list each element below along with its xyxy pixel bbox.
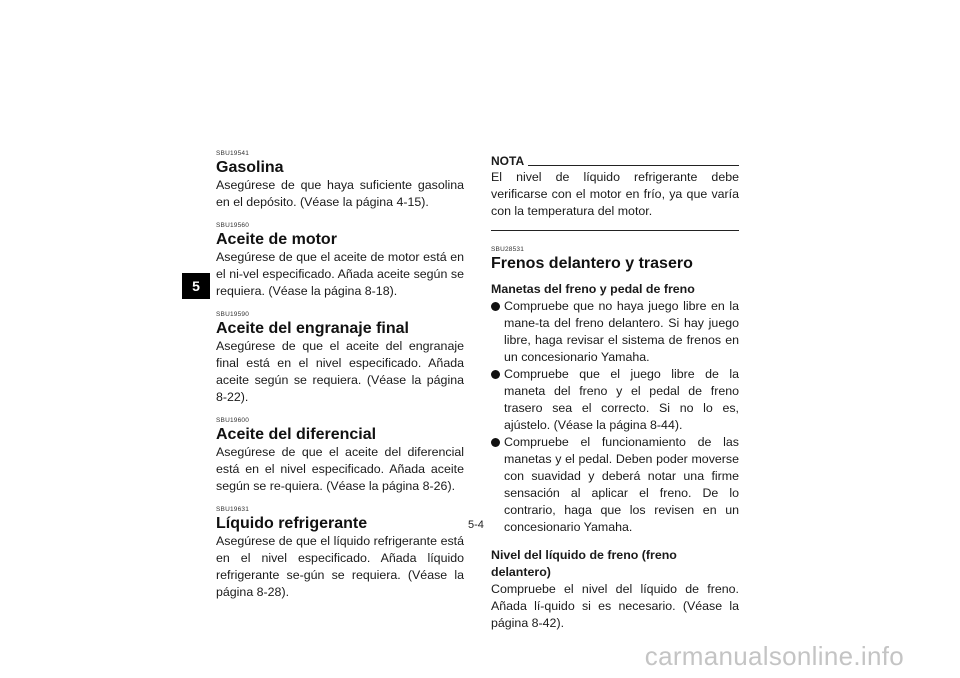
- section-heading: Aceite de motor: [216, 231, 337, 248]
- note-label: NOTA: [491, 154, 525, 168]
- section-heading: Gasolina: [216, 159, 284, 176]
- section-heading: Líquido refrigerante: [216, 515, 368, 532]
- section-body: Asegúrese de que el aceite del diferencial está en el nivel especificado. Añada aceite según se re-quiera. (Véase la página 8-26).: [216, 445, 464, 493]
- watermark: carmanualsonline.info: [644, 641, 904, 671]
- section-body: Asegúrese de que el aceite del engranaje final está en el nivel especificado. Añada aceite según se requiera. (Véase la página 8-22).: [216, 339, 464, 404]
- list-item: Compruebe el funcionamiento de las manetas y el pedal. Deben poder moverse con suavidad y deberá notar una firme sensación al aplicar el freno. De lo contrario, haga que los revisen en un concesionario Yamaha.: [491, 434, 739, 536]
- section-body: Asegúrese de que el líquido refrigerante está en el nivel especificado. Añada líquido refrigerante se-gún se requiera. (Véase la página 8-28).: [216, 534, 464, 599]
- note-rule: [528, 165, 739, 166]
- chapter-tab: 5: [182, 273, 210, 299]
- section-aceite-diferencial: [216, 417, 464, 495]
- section-code: SBU28531: [491, 246, 525, 253]
- section-heading: Aceite del engranaje final: [216, 320, 409, 337]
- list-item: Compruebe que el juego libre de la maneta del freno y el pedal de freno trasero sea el correcto. Si no lo es, ajústelo. (Véase la página 8-44).: [491, 366, 739, 434]
- note-body: El nivel de líquido refrigerante debe verificarse con el motor en frío, ya que varía con la temperatura del motor.: [491, 170, 739, 218]
- section-body: Asegúrese de que haya suficiente gasolina en el depósito. (Véase la página 4-15).: [216, 178, 464, 209]
- page-number: 5-4: [468, 519, 484, 531]
- section-code: SBU19590: [216, 311, 250, 318]
- subheading-manetas: Manetas del freno y pedal de freno: [491, 282, 695, 296]
- subheading-nivel-liquido: Nivel del líquido de freno (freno delantero): [491, 548, 677, 579]
- right-column: [491, 154, 739, 632]
- section-frenos: [491, 246, 739, 632]
- bullet-icon: [491, 370, 500, 379]
- section-code: SBU19560: [216, 222, 250, 229]
- left-column: [216, 150, 464, 612]
- bullet-list: [491, 298, 739, 536]
- section-code: SBU19631: [216, 506, 250, 513]
- section-body: Compruebe el nivel del líquido de freno. Añada lí-quido si es necesario. (Véase la página 8-42).: [491, 582, 739, 630]
- section-body: Asegúrese de que el aceite de motor está en el ni-vel especificado. Añada aceite según se requiera. (Véase la página 8-18).: [216, 250, 464, 298]
- section-liquido-refrigerante: [216, 506, 464, 601]
- section-heading: Aceite del diferencial: [216, 426, 377, 443]
- section-heading: Frenos delantero y trasero: [491, 255, 693, 272]
- bullet-icon: [491, 438, 500, 447]
- note-header: [491, 154, 739, 168]
- bullet-icon: [491, 302, 500, 311]
- list-item: Compruebe que no haya juego libre en la mane-ta del freno delantero. Si hay juego libre, haga revisar el sistema de frenos en un concesionario Yamaha.: [491, 298, 739, 366]
- section-code: SBU19600: [216, 417, 250, 424]
- section-aceite-motor: [216, 222, 464, 300]
- section-aceite-engranaje: [216, 311, 464, 406]
- section-gasolina: [216, 150, 464, 211]
- section-code: SBU19541: [216, 150, 250, 157]
- note-box: [491, 154, 739, 231]
